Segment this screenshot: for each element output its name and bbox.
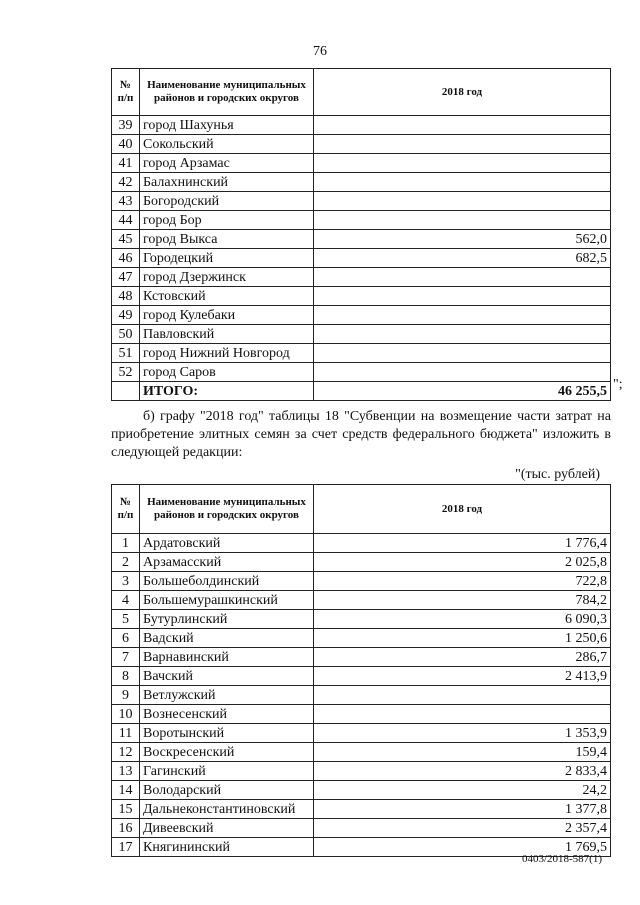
district-name: город Нижний Новгород [140, 344, 314, 363]
row-number: 2 [112, 553, 140, 572]
document-code: 0403/2018-587(1) [521, 853, 602, 865]
district-name: Воскресенский [140, 743, 314, 762]
table-row [112, 211, 611, 230]
table-row [112, 762, 611, 781]
row-value: 24,2 [314, 781, 611, 800]
row-value [314, 192, 611, 211]
row-number: 9 [112, 686, 140, 705]
row-number: 42 [112, 173, 140, 192]
header-name: Наименование муниципальных районов и городских округов [140, 485, 314, 534]
unit-label: "(тыс. рублей) [515, 467, 600, 482]
district-name: город Дзержинск [140, 268, 314, 287]
district-name: Арзамасский [140, 553, 314, 572]
row-number: 17 [112, 838, 140, 857]
table-row [112, 135, 611, 154]
total-label: ИТОГО: [140, 382, 314, 401]
row-number: 47 [112, 268, 140, 287]
district-name: Сокольский [140, 135, 314, 154]
table-row [112, 667, 611, 686]
district-name: Ветлужский [140, 686, 314, 705]
row-value [314, 344, 611, 363]
district-name: Балахнинский [140, 173, 314, 192]
table-row [112, 648, 611, 667]
row-number: 6 [112, 629, 140, 648]
row-value [314, 154, 611, 173]
row-number: 14 [112, 781, 140, 800]
row-number: 4 [112, 591, 140, 610]
header-no: № п/п [112, 69, 140, 116]
table-row [112, 363, 611, 382]
row-value: 2 025,8 [314, 553, 611, 572]
row-value: 286,7 [314, 648, 611, 667]
row-value [314, 268, 611, 287]
quote-closing: "; [613, 377, 623, 392]
table-row [112, 781, 611, 800]
table-row [112, 268, 611, 287]
row-value: 2 413,9 [314, 667, 611, 686]
row-number: 44 [112, 211, 140, 230]
table-row [112, 173, 611, 192]
row-value [314, 173, 611, 192]
row-number: 10 [112, 705, 140, 724]
row-number: 43 [112, 192, 140, 211]
row-number: 39 [112, 116, 140, 135]
table-row [112, 154, 611, 173]
row-value: 562,0 [314, 230, 611, 249]
district-name: Большемурашкинский [140, 591, 314, 610]
row-number: 48 [112, 287, 140, 306]
table-row [112, 344, 611, 363]
table-row [112, 116, 611, 135]
district-name: город Выкса [140, 230, 314, 249]
row-value: 1 250,6 [314, 629, 611, 648]
table-row [112, 287, 611, 306]
row-value [314, 705, 611, 724]
row-number: 16 [112, 819, 140, 838]
table-row [112, 553, 611, 572]
district-name: Павловский [140, 325, 314, 344]
row-value [314, 287, 611, 306]
row-number: 40 [112, 135, 140, 154]
subsidy-table-2 [111, 484, 611, 857]
header-year: 2018 год [314, 69, 611, 116]
row-number: 46 [112, 249, 140, 268]
row-number: 8 [112, 667, 140, 686]
row-number: 49 [112, 306, 140, 325]
table-row [112, 819, 611, 838]
header-no: № п/п [112, 485, 140, 534]
row-value: 1 377,8 [314, 800, 611, 819]
district-name: Вознесенский [140, 705, 314, 724]
row-value [314, 116, 611, 135]
table-row [112, 249, 611, 268]
district-name: Ардатовский [140, 534, 314, 553]
row-value: 159,4 [314, 743, 611, 762]
district-name: Вачский [140, 667, 314, 686]
table-row [112, 306, 611, 325]
row-number: 52 [112, 363, 140, 382]
row-value [314, 325, 611, 344]
district-name: город Кулебаки [140, 306, 314, 325]
row-number: 3 [112, 572, 140, 591]
header-year: 2018 год [314, 485, 611, 534]
row-value: 2 357,4 [314, 819, 611, 838]
row-value: 1 353,9 [314, 724, 611, 743]
district-name: Вадский [140, 629, 314, 648]
district-name: Воротынский [140, 724, 314, 743]
district-name: Дивеевский [140, 819, 314, 838]
row-number: 1 [112, 534, 140, 553]
row-value [314, 211, 611, 230]
table-row [112, 743, 611, 762]
row-value [314, 306, 611, 325]
row-value [314, 686, 611, 705]
row-value: 1 769,5 [314, 838, 611, 857]
total-row [112, 382, 611, 401]
total-no-cell [112, 382, 140, 401]
row-number: 45 [112, 230, 140, 249]
district-name: Княгининский [140, 838, 314, 857]
table-row [112, 724, 611, 743]
district-name: Дальнеконстантиновский [140, 800, 314, 819]
district-name: Большеболдинский [140, 572, 314, 591]
row-value: 722,8 [314, 572, 611, 591]
row-value: 6 090,3 [314, 610, 611, 629]
district-name: город Арзамас [140, 154, 314, 173]
header-name: Наименование муниципальных районов и городских округов [140, 69, 314, 116]
district-name: Кстовский [140, 287, 314, 306]
row-value: 682,5 [314, 249, 611, 268]
row-value: 1 776,4 [314, 534, 611, 553]
table-row [112, 534, 611, 553]
table-row [112, 591, 611, 610]
table-row [112, 629, 611, 648]
district-name: город Саров [140, 363, 314, 382]
row-value: 784,2 [314, 591, 611, 610]
total-value: 46 255,5 [314, 382, 611, 401]
row-number: 41 [112, 154, 140, 173]
table-row [112, 686, 611, 705]
row-number: 12 [112, 743, 140, 762]
district-name: Гагинский [140, 762, 314, 781]
row-number: 5 [112, 610, 140, 629]
district-name: Бутурлинский [140, 610, 314, 629]
row-number: 7 [112, 648, 140, 667]
table-row [112, 230, 611, 249]
table-row [112, 325, 611, 344]
subsidy-table-1 [111, 68, 611, 401]
table-row [112, 192, 611, 211]
table-row [112, 572, 611, 591]
district-name: город Бор [140, 211, 314, 230]
amendment-text: б) графу "2018 год" таблицы 18 "Субвенции на возмещение части затрат на приобретение элитных семян за счет средств федерального бюджета" изложить в следующей редакции: [111, 409, 611, 460]
district-name: Богородский [140, 192, 314, 211]
row-value [314, 363, 611, 382]
table-row [112, 610, 611, 629]
district-name: Володарский [140, 781, 314, 800]
table-row [112, 705, 611, 724]
row-value: 2 833,4 [314, 762, 611, 781]
row-number: 13 [112, 762, 140, 781]
page-number: 76 [313, 44, 327, 59]
row-value [314, 135, 611, 154]
district-name: город Шахунья [140, 116, 314, 135]
table-row [112, 800, 611, 819]
district-name: Городецкий [140, 249, 314, 268]
row-number: 15 [112, 800, 140, 819]
row-number: 50 [112, 325, 140, 344]
row-number: 11 [112, 724, 140, 743]
row-number: 51 [112, 344, 140, 363]
district-name: Варнавинский [140, 648, 314, 667]
amendment-paragraph [111, 408, 611, 462]
